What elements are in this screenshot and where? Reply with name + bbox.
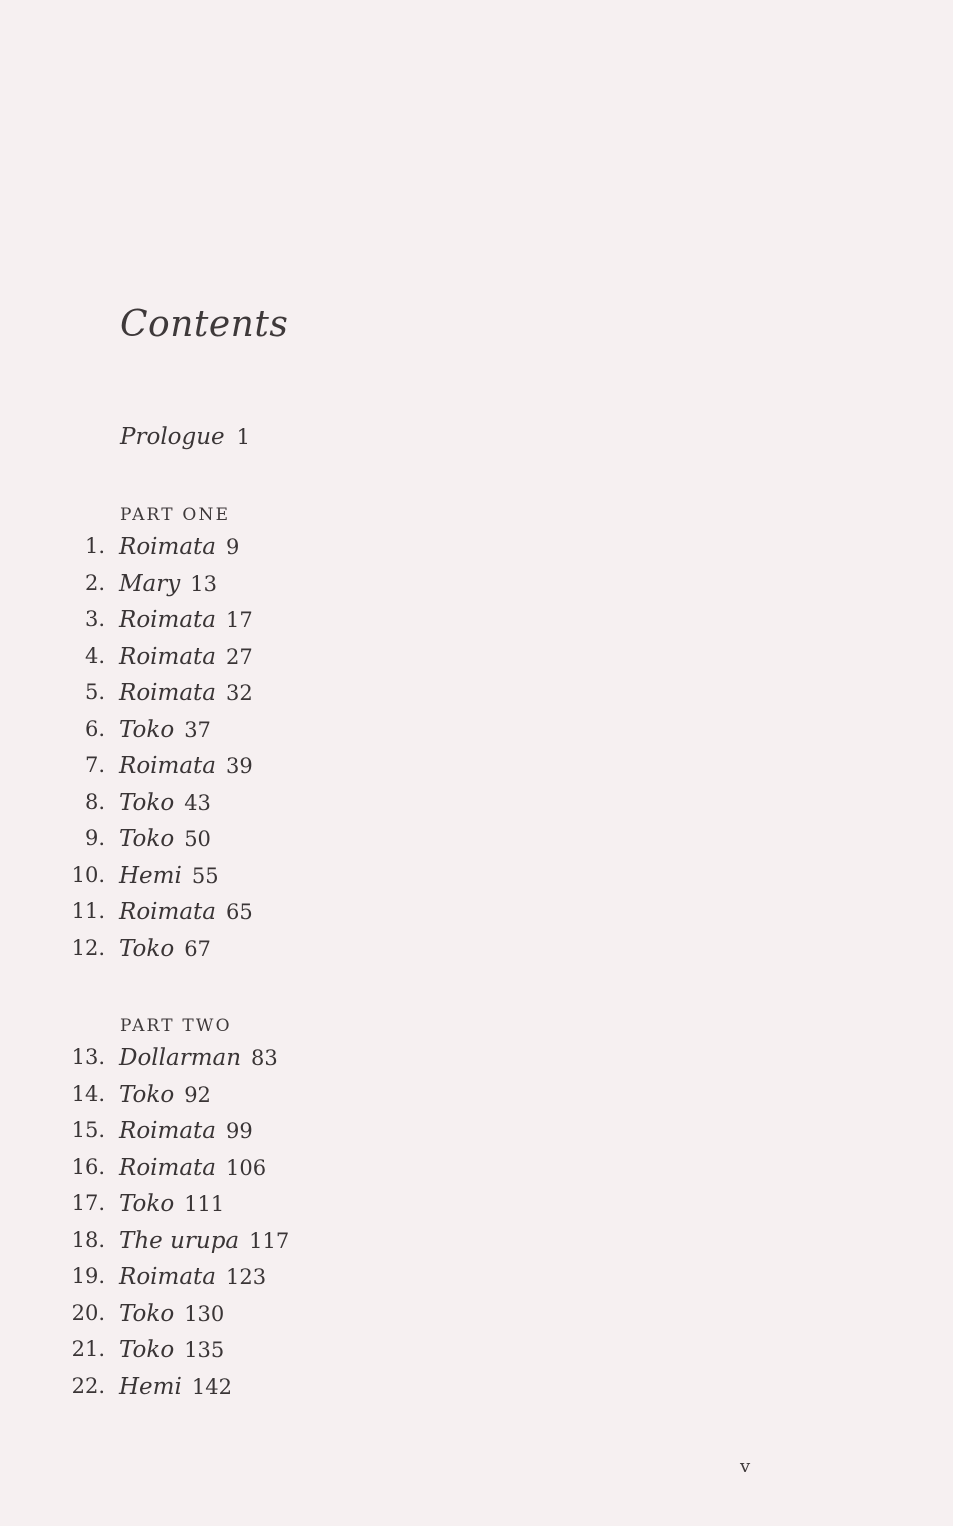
- toc-entry: [0, 1155, 600, 1187]
- toc-entry: [0, 863, 600, 895]
- chapter-page: 50: [184, 827, 211, 851]
- chapter-title: Toko: [119, 1300, 175, 1327]
- chapter-title: Roimata: [119, 607, 216, 633]
- chapter-title: Dollarman: [119, 1045, 242, 1071]
- chapter-number: 2.: [84, 570, 105, 595]
- chapter-page: 27: [226, 644, 253, 669]
- chapter-title: Toko: [119, 1081, 175, 1108]
- chapter-number: 18.: [71, 1227, 105, 1252]
- chapter-title: Roimata: [119, 643, 216, 670]
- toc-entry: [0, 1228, 600, 1260]
- page-title: Contents: [120, 304, 289, 345]
- chapter-number: 9.: [84, 826, 105, 850]
- chapter-title: Roimata: [119, 899, 216, 925]
- chapter-page: 99: [226, 1119, 253, 1143]
- chapter-page: 92: [184, 1082, 211, 1107]
- chapter-page: 37: [184, 717, 211, 742]
- chapter-number: 6.: [84, 716, 105, 741]
- toc-entry: [0, 607, 600, 639]
- chapter-page: 117: [249, 1228, 290, 1253]
- toc-entry: [0, 826, 600, 858]
- chapter-page: 32: [226, 681, 253, 705]
- toc-entry: [0, 1374, 600, 1406]
- part-one-heading: PART ONE: [120, 505, 231, 525]
- chapter-number: 21.: [71, 1337, 105, 1361]
- chapter-number: 22.: [71, 1373, 105, 1398]
- toc-entry: [0, 936, 600, 968]
- toc-entry: [0, 899, 600, 931]
- chapter-title: Toko: [119, 1191, 175, 1217]
- chapter-title: The urupa: [119, 1227, 240, 1254]
- chapter-number: 5.: [84, 680, 105, 704]
- chapter-title: Roimata: [119, 1264, 216, 1290]
- toc-entry: [0, 1045, 600, 1077]
- chapter-page: 67: [184, 936, 211, 961]
- chapter-page: 106: [226, 1155, 267, 1180]
- chapter-page: 9: [226, 535, 240, 559]
- chapter-title: Toko: [119, 935, 175, 962]
- toc-entry: [0, 1118, 600, 1150]
- chapter-number: 7.: [84, 753, 105, 777]
- chapter-page: 83: [251, 1046, 278, 1070]
- chapter-title: Roimata: [119, 1118, 216, 1144]
- chapter-page: 65: [226, 900, 253, 924]
- chapter-title: Toko: [119, 826, 175, 852]
- chapter-page: 123: [226, 1265, 267, 1289]
- chapter-title: Toko: [119, 1337, 175, 1363]
- chapter-number: 11.: [71, 899, 105, 923]
- chapter-page: 135: [184, 1338, 225, 1362]
- toc-entry: [0, 1301, 600, 1333]
- chapter-page: 39: [226, 754, 253, 778]
- toc-entry: [0, 1264, 600, 1296]
- chapter-title: Toko: [119, 716, 175, 743]
- toc-entry: [0, 753, 600, 785]
- toc-entry: [0, 1191, 600, 1223]
- prologue-entry: [120, 424, 250, 450]
- toc-entry: [0, 790, 600, 822]
- chapter-number: 10.: [71, 862, 105, 887]
- toc-entry: [0, 644, 600, 676]
- chapter-number: 3.: [84, 607, 105, 631]
- chapter-number: 1.: [84, 534, 105, 558]
- chapter-title: Hemi: [119, 1373, 182, 1400]
- chapter-title: Hemi: [119, 862, 182, 889]
- page-number: v: [740, 1456, 751, 1477]
- chapter-number: 14.: [71, 1081, 105, 1106]
- chapter-title: Roimata: [119, 1154, 216, 1181]
- chapter-title: Toko: [119, 789, 175, 816]
- chapter-number: 15.: [71, 1118, 105, 1142]
- prologue-page: 1: [236, 425, 251, 449]
- chapter-number: 12.: [71, 935, 105, 960]
- chapter-number: 16.: [71, 1154, 105, 1179]
- chapter-number: 4.: [84, 643, 105, 668]
- chapter-page: 17: [226, 608, 253, 632]
- chapter-number: 8.: [84, 789, 105, 814]
- part-two-heading: PART TWO: [120, 1016, 232, 1036]
- chapter-title: Roimata: [119, 534, 216, 560]
- toc-entry: [0, 1337, 600, 1369]
- chapter-page: 142: [191, 1374, 232, 1399]
- toc-entry: [0, 534, 600, 566]
- prologue-title: Prologue: [120, 424, 225, 450]
- chapter-page: 43: [184, 790, 211, 815]
- chapter-number: 17.: [71, 1191, 105, 1215]
- chapter-page: 130: [184, 1301, 225, 1326]
- toc-entry: [0, 680, 600, 712]
- chapter-page: 13: [190, 571, 217, 596]
- chapter-title: Roimata: [119, 753, 216, 779]
- toc-entry: [0, 1082, 600, 1114]
- chapter-number: 20.: [71, 1300, 105, 1325]
- toc-entry: [0, 717, 600, 749]
- chapter-title: Roimata: [119, 680, 216, 706]
- chapter-number: 19.: [71, 1264, 105, 1288]
- chapter-number: 13.: [71, 1045, 105, 1069]
- chapter-page: 55: [191, 863, 219, 888]
- toc-entry: [0, 571, 600, 603]
- chapter-page: 111: [184, 1192, 225, 1216]
- chapter-title: Mary: [119, 570, 181, 597]
